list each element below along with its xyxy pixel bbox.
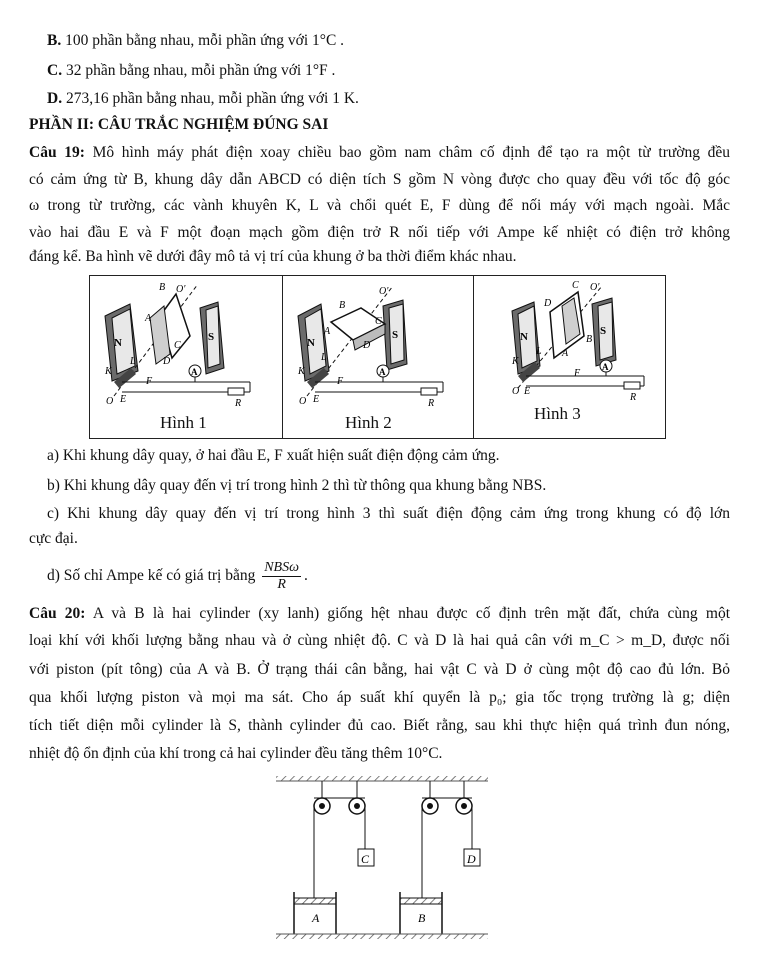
piston-b — [400, 898, 442, 904]
ground — [276, 934, 488, 939]
label-a: A — [145, 313, 152, 324]
statement-a: a) Khi khung dây quay, ở hai đầu E, F xuất hiện suất điện động cảm ứng. — [47, 447, 500, 464]
label-n: N — [520, 331, 528, 343]
q19-line-1 — [29, 143, 730, 163]
label-r: R — [235, 398, 242, 409]
label-s: S — [600, 325, 607, 337]
ammeter-label: A — [602, 362, 609, 372]
figure-2 — [283, 276, 474, 438]
q19-line-2: có cảm ứng từ B, khung dây dẫn ABCD có diện tích S gồm N vòng được cho quay đều với tốc độ góc — [29, 171, 730, 188]
label-o: O — [299, 396, 307, 407]
label-k: K — [298, 366, 305, 377]
label-o-prime: O' — [176, 284, 186, 295]
statement-d-prefix: d) Số chỉ Ampe kế có giá trị bằng — [47, 567, 256, 584]
fraction-denominator: R — [277, 576, 286, 592]
label-f: F — [146, 376, 153, 387]
ammeter-label: A — [191, 367, 198, 377]
label-e: E — [313, 394, 320, 405]
figure-2-caption: Hình 2 — [345, 413, 392, 432]
label-a: A — [324, 326, 331, 337]
option-d — [47, 89, 359, 109]
label-o-prime: O' — [590, 282, 600, 293]
statement-d — [47, 556, 308, 596]
q19-line-3: ω trong từ trường, các vành khuyên K, L và chổi quét E, F dùng để nối máy với mạch ngoài. Mắc — [29, 197, 730, 214]
label-d: D — [163, 356, 171, 367]
label-k: K — [105, 366, 112, 377]
label-l: L — [536, 346, 542, 357]
label-n: N — [307, 337, 315, 349]
option-b-letter: B. — [47, 32, 62, 49]
label-c: C — [572, 280, 579, 291]
figure-1 — [90, 276, 283, 438]
label-e: E — [524, 386, 531, 397]
statement-b: b) Khi khung dây quay đến vị trí trong hình 2 thì từ thông qua khung bằng NBS. — [47, 477, 547, 494]
label-l: L — [130, 356, 136, 367]
generator-figure-panel — [89, 275, 666, 439]
q19-line-4: vào hai đầu E và F một đoạn mạch gồm điện trở R nối tiếp với Ampe kế nhiệt có điện trở không — [29, 224, 730, 241]
option-c-text: 32 phần bằng nhau, mỗi phần ứng với 1°F . — [65, 62, 336, 79]
q20-line-2: loại khí với khối lượng bằng nhau và ở cùng nhiệt độ. C và D là hai quả cân với m_C > m_D, được nối — [29, 632, 730, 649]
q20-text-1: A và B là hai cylinder (xy lanh) giống hệt nhau được cố định trên mặt đất, chứa cùng một — [92, 605, 730, 622]
q19-label: Câu 19: — [29, 144, 85, 161]
option-c-letter: C. — [47, 62, 63, 79]
ampere-fraction — [262, 560, 301, 593]
figure-1-caption: Hình 1 — [160, 413, 207, 432]
option-b-text: 100 phần bằng nhau, mỗi phần ứng với 1°C . — [65, 32, 345, 49]
section-title: PHẦN II: CÂU TRẮC NGHIỆM ĐÚNG SAI — [29, 116, 329, 133]
ceiling — [276, 776, 488, 781]
label-d: D — [544, 298, 552, 309]
label-f: F — [574, 368, 581, 379]
label-f: F — [337, 376, 344, 387]
label-b: B — [586, 334, 593, 345]
label-d: D — [363, 340, 371, 351]
q20-line-6: nhiệt độ ổn định của khí trong cả hai cylinder đều tăng thêm 10°C. — [29, 745, 443, 762]
weight-d-label: D — [467, 852, 476, 866]
label-e: E — [120, 394, 127, 405]
option-d-text: 273,16 phần bằng nhau, mỗi phần ứng với 1 K. — [65, 90, 359, 107]
label-o: O — [512, 386, 520, 397]
option-d-letter: D. — [47, 90, 63, 107]
label-l: L — [321, 352, 327, 363]
label-o-prime: O' — [379, 286, 389, 297]
label-k: K — [512, 356, 519, 367]
figure-3 — [474, 276, 665, 438]
fraction-numerator: NBSω — [264, 559, 299, 575]
label-s: S — [392, 329, 399, 341]
cylinder-pulley-diagram — [264, 772, 502, 972]
label-s: S — [208, 331, 215, 343]
cylinder-a-label: A — [312, 911, 320, 925]
label-o: O — [106, 396, 114, 407]
ammeter-label: A — [379, 367, 386, 377]
weight-c-label: C — [361, 852, 370, 866]
q20-line-3: với piston (pít tông) của A và B. Ở trạng thái cân bằng, hai vật C và D ở cùng một độ cao đủ lớn. Bỏ — [29, 661, 730, 678]
q20-line-5: tích tiết diện mỗi cylinder là S, thành cylinder đủ cao. Biết rằng, sau khi thực hiện quá trình đun nóng, — [29, 717, 730, 734]
option-b — [47, 31, 344, 51]
q20-label: Câu 20: — [29, 605, 86, 622]
label-a: A — [562, 348, 569, 359]
q19-text-1: Mô hình máy phát điện xoay chiều bao gồm nam châm cố định để tạo ra một từ trường đều — [92, 144, 731, 161]
statement-c-line-1: c) Khi khung dây quay đến vị trí trong hình 3 thì suất điện động cảm ứng trong khung có độ lớn — [47, 505, 730, 522]
label-n: N — [114, 337, 122, 349]
q19-line-5: đáng kể. Ba hình vẽ dưới đây mô tả vị trí của khung ở ba thời điểm khác nhau. — [29, 248, 517, 265]
label-b: B — [339, 300, 346, 311]
label-b: B — [159, 282, 166, 293]
label-c: C — [174, 340, 181, 351]
label-r: R — [428, 398, 435, 409]
piston-a — [294, 898, 336, 904]
cylinder-b-label: B — [418, 911, 426, 925]
statement-d-suffix: . — [304, 567, 308, 584]
label-r: R — [630, 392, 637, 403]
q20-line-4: qua khối lượng piston và mọi ma sát. Cho áp suất khí quyển là p₀; gia tốc trọng trường là g; diện — [29, 689, 730, 706]
figure-3-caption: Hình 3 — [534, 404, 581, 423]
q20-line-1 — [29, 604, 730, 624]
label-c: C — [375, 316, 382, 327]
statement-c-line-2: cực đại. — [29, 530, 78, 547]
option-c — [47, 61, 335, 81]
